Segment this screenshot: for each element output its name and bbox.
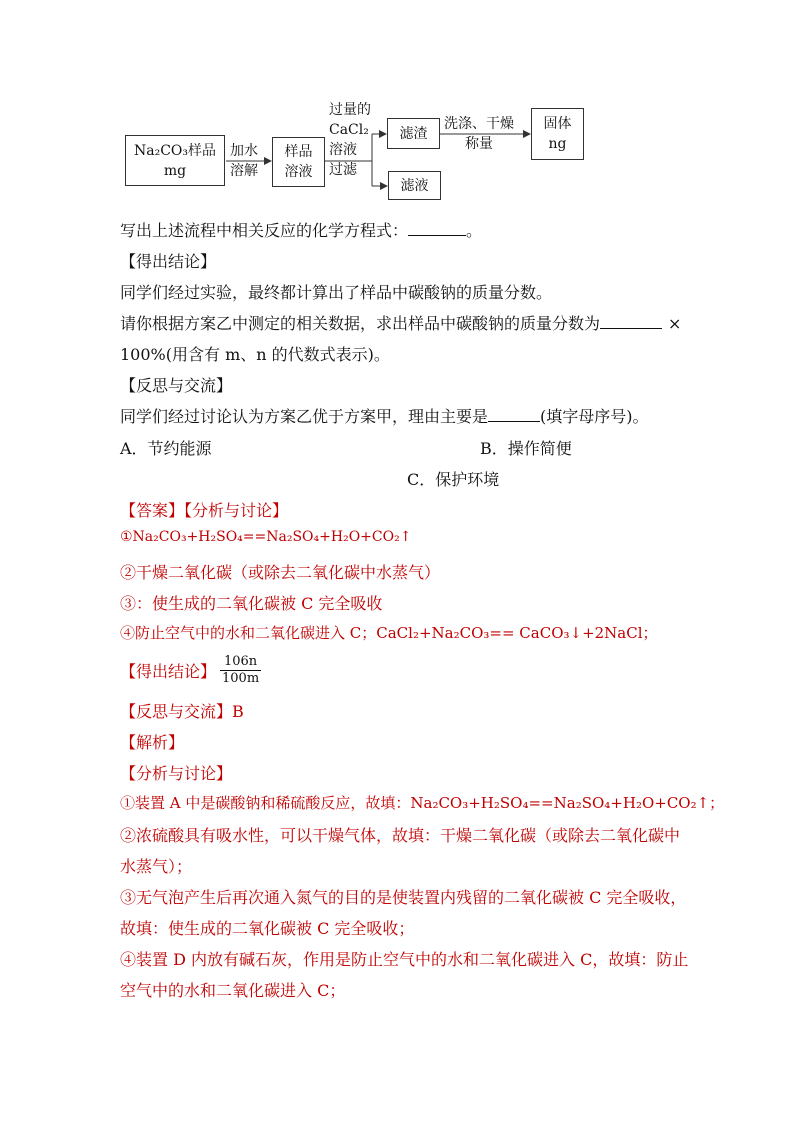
answer-conclusion-label: 【得出结论】 [120, 662, 217, 681]
option-b: B．操作简便 [480, 439, 572, 458]
filter-label-line4: 过滤 [329, 162, 357, 178]
times-sign: × [668, 314, 682, 333]
fraction-denominator: 100m [222, 671, 260, 686]
solid-box [531, 108, 584, 160]
sample-solution-line2: 溶液 [284, 164, 313, 180]
reflection-blank[interactable] [488, 405, 540, 422]
analysis-header: 【解析】 [120, 733, 185, 752]
reflection-end: (填字母序号)。 [540, 407, 649, 426]
answer-3: ③：使生成的二氧化碳被 C 完全吸收 [120, 594, 383, 613]
filtrate-label: 滤液 [400, 177, 429, 194]
answer-header [120, 498, 288, 521]
conclusion-line3: 100%(用含有 m、n 的代数式表示)。 [120, 345, 390, 364]
sample-mass: mg [163, 162, 187, 179]
filter-label-line3: 溶液 [329, 142, 357, 158]
section-conclusion: 【得出结论】 [120, 252, 217, 271]
answer-conclusion-row [120, 654, 261, 687]
analysis-p2-line2: 水蒸气）； [120, 857, 193, 876]
sample-label: Na₂CO₃样品 [133, 142, 216, 159]
dissolve-label-line2: 溶解 [230, 163, 258, 179]
fraction-blank[interactable] [600, 312, 662, 329]
reflection-prompt: 同学们经过讨论认为方案乙优于方案甲，理由主要是 [120, 407, 489, 426]
wash-dry-line2: 称量 [465, 136, 493, 152]
equation-prompt: 写出上述流程中相关反应的化学方程式： [120, 221, 409, 240]
filter-label [329, 100, 371, 180]
answer-4: ④防止空气中的水和二氧化碳进入 C；CaCl₂+Na₂CO₃== CaCO₃↓+2NaCl； [120, 624, 658, 642]
analysis-subheader: 【分析与讨论】 [120, 764, 233, 783]
conclusion-line1: 同学们经过实验，最终都计算出了样品中碳酸钠的质量分数。 [120, 283, 553, 302]
answer-2: ②干燥二氧化碳（或除去二氧化碳中水蒸气） [120, 563, 441, 582]
equation-prompt-line [120, 218, 482, 241]
answer-fraction [220, 654, 261, 687]
residue-box [387, 118, 440, 149]
filtrate-box [388, 171, 441, 200]
analysis-p2-line1: ②浓硫酸具有吸水性，可以干燥气体，故填：干燥二氧化碳（或除去二氧化碳中 [120, 826, 681, 845]
solid-mass: ng [548, 136, 567, 152]
reflection-row [120, 404, 649, 427]
option-a: A．节约能源 [120, 439, 212, 458]
equation-end: 。 [466, 221, 483, 240]
answer-1: ①Na₂CO₃+H₂SO₄==Na₂SO₄+H₂O+CO₂↑ [120, 529, 412, 545]
dissolve-label-line1: 加水 [230, 143, 258, 159]
analysis-p3-line2: 故填：使生成的二氧化碳被 C 完全吸收； [120, 919, 415, 938]
analysis-p3-line1: ③无气泡产生后再次通入氮气的目的是使装置内残留的二氧化碳被 C 完全吸收， [120, 888, 687, 907]
wash-dry-line1: 洗涤、干燥 [444, 116, 514, 132]
residue-label: 滤渣 [399, 125, 428, 142]
conclusion-line2-row [120, 311, 681, 334]
flowchart [0, 0, 794, 215]
answer-reflection-value: B [232, 702, 244, 721]
answer-reflection-label: 【反思与交流】 [120, 702, 233, 721]
answer-reflection-row [120, 699, 244, 722]
analysis-p4-line1: ④装置 D 内放有碱石灰，作用是防止空气中的水和二氧化碳进入 C，故填：防止 [120, 950, 689, 969]
answer-sublabel: 【分析与讨论】 [184, 501, 289, 520]
analysis-p4-line2: 空气中的水和二氧化碳进入 C； [120, 981, 346, 1000]
sample-box [125, 135, 225, 186]
solid-label: 固体 [543, 116, 572, 132]
option-c: C．保护环境 [407, 470, 500, 489]
filter-label-line2: CaCl₂ [329, 122, 369, 138]
equation-blank[interactable] [408, 219, 466, 236]
sample-solution-box [272, 137, 325, 187]
wash-dry-label [444, 114, 514, 154]
fraction-numerator: 106n [220, 654, 261, 671]
conclusion-line2: 请你根据方案乙中测定的相关数据，求出样品中碳酸钠的质量分数为 [120, 314, 601, 333]
filter-label-line1: 过量的 [329, 102, 371, 118]
answer-label: 【答案】 [120, 501, 185, 520]
dissolve-label [230, 141, 258, 181]
sample-solution-line1: 样品 [284, 144, 313, 160]
analysis-p1: ①装置 A 中是碳酸钠和稀硫酸反应，故填：Na₂CO₃+H₂SO₄==Na₂SO₄+H₂O+CO₂↑； [120, 794, 725, 812]
section-reflection: 【反思与交流】 [120, 376, 233, 395]
